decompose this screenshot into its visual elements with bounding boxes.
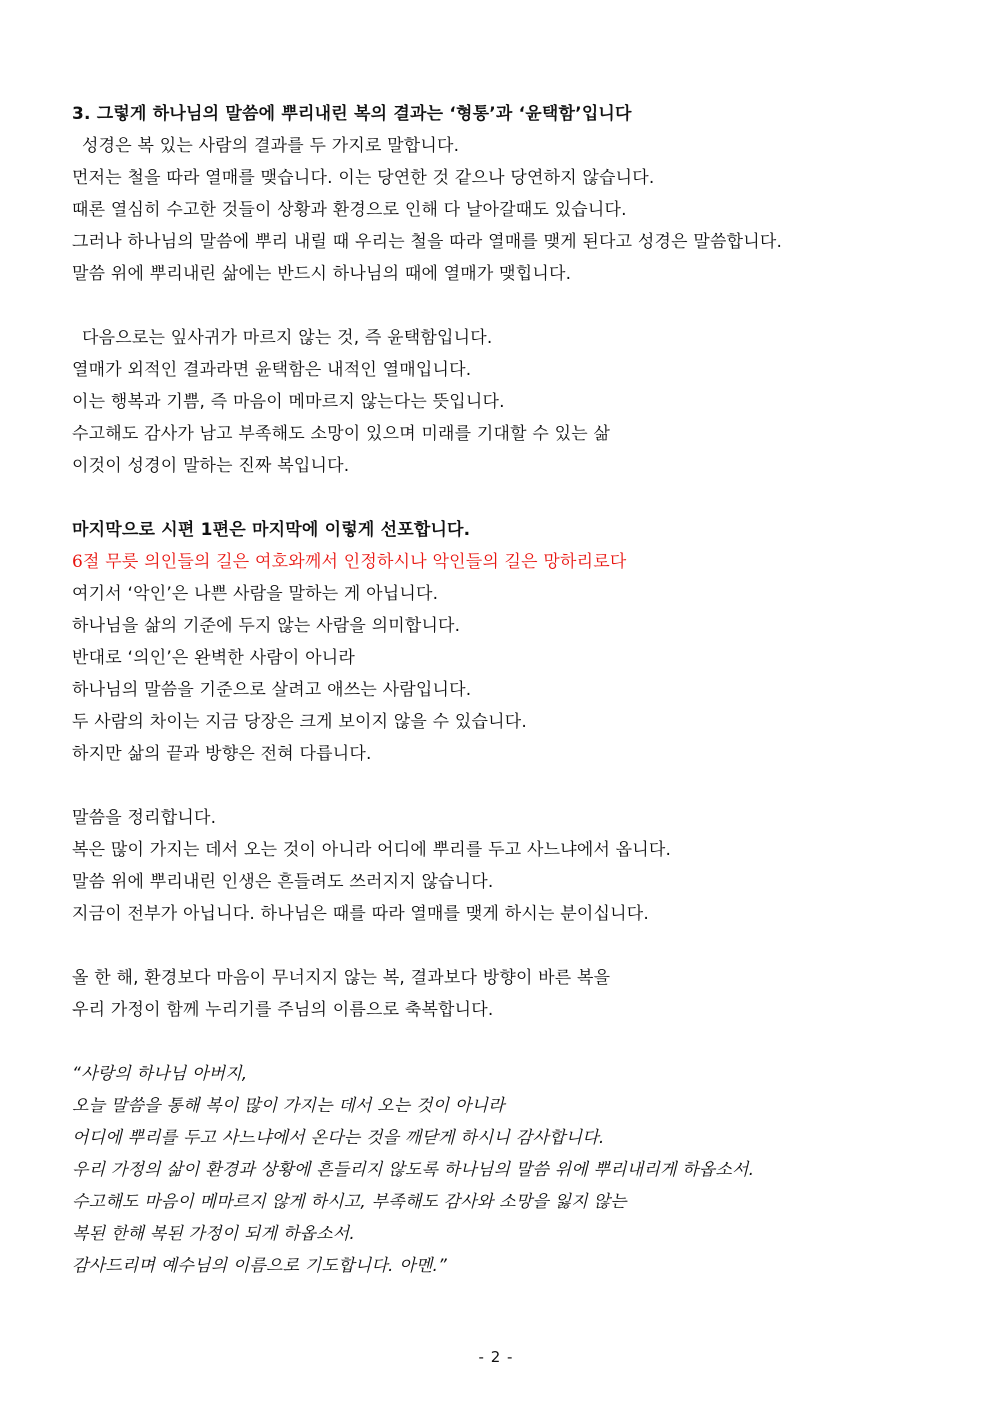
page-number: - 2 - bbox=[478, 1348, 514, 1366]
prayer-line: 감사드리며 예수님의 이름으로 기도합니다. 아멘.” bbox=[72, 1256, 448, 1276]
paragraph-line: 올 한 해, 환경보다 마음이 무너지지 않는 복, 결과보다 방향이 바른 복을 bbox=[72, 968, 611, 988]
paragraph-line: 이는 행복과 기쁨, 즉 마음이 메마르지 않는다는 뜻입니다. bbox=[72, 392, 505, 412]
paragraph-gap bbox=[72, 770, 932, 802]
paragraph-line: 하나님의 말씀을 기준으로 살려고 애쓰는 사람입니다. bbox=[72, 680, 472, 700]
paragraph-gap bbox=[72, 482, 932, 514]
paragraph-line: 반대로 ‘의인’은 완벽한 사람이 아니라 bbox=[72, 648, 355, 668]
document-page bbox=[72, 98, 932, 1282]
paragraph-line: 열매가 외적인 결과라면 윤택함은 내적인 열매입니다. bbox=[72, 360, 472, 380]
paragraph-gap bbox=[72, 290, 932, 322]
prayer-line: 우리 가정의 삶이 환경과 상황에 흔들리지 않도록 하나님의 말씀 위에 뿌리내리게 하옵소서. bbox=[72, 1160, 755, 1180]
paragraph-line: 성경은 복 있는 사람의 결과를 두 가지로 말합니다. bbox=[82, 136, 460, 156]
paragraph-line: 수고해도 감사가 남고 부족해도 소망이 있으며 미래를 기대할 수 있는 삶 bbox=[72, 424, 611, 444]
scripture-verse: 6절 무릇 의인들의 길은 여호와께서 인정하시나 악인들의 길은 망하리로다 bbox=[72, 552, 627, 572]
paragraph-line: 하지만 삶의 끝과 방향은 전혀 다릅니다. bbox=[72, 744, 372, 764]
paragraph-line: 이것이 성경이 말하는 진짜 복입니다. bbox=[72, 456, 350, 476]
paragraph-line: 말씀을 정리합니다. bbox=[72, 808, 217, 828]
paragraph-line: 먼저는 철을 따라 열매를 맺습니다. 이는 당연한 것 같으나 당연하지 않습니다. bbox=[72, 168, 655, 188]
paragraph-line: 하나님을 삶의 기준에 두지 않는 사람을 의미합니다. bbox=[72, 616, 461, 636]
paragraph-line: 말씀 위에 뿌리내린 인생은 흔들려도 쓰러지지 않습니다. bbox=[72, 872, 494, 892]
paragraph-line: 그러나 하나님의 말씀에 뿌리 내릴 때 우리는 철을 따라 열매를 맺게 된다고 성경은 말씀합니다. bbox=[72, 232, 783, 252]
paragraph-line: 말씀 위에 뿌리내린 삶에는 반드시 하나님의 때에 열매가 맺힙니다. bbox=[72, 264, 572, 284]
paragraph-line: 때론 열심히 수고한 것들이 상황과 환경으로 인해 다 날아갈때도 있습니다. bbox=[72, 200, 627, 220]
paragraph-gap bbox=[72, 1026, 932, 1058]
paragraph-line: 두 사람의 차이는 지금 당장은 크게 보이지 않을 수 있습니다. bbox=[72, 712, 527, 732]
prayer-line: 오늘 말씀을 통해 복이 많이 가지는 데서 오는 것이 아니라 bbox=[72, 1096, 505, 1116]
paragraph-gap bbox=[72, 930, 932, 962]
section-heading: 마지막으로 시편 1편은 마지막에 이렇게 선포합니다. bbox=[72, 520, 471, 540]
paragraph-line: 다음으로는 잎사귀가 마르지 않는 것, 즉 윤택함입니다. bbox=[82, 328, 493, 348]
prayer-line: 어디에 뿌리를 두고 사느냐에서 온다는 것을 깨닫게 하시니 감사합니다. bbox=[72, 1128, 605, 1148]
prayer-line: “사랑의 하나님 아버지, bbox=[72, 1064, 248, 1084]
paragraph-line: 복은 많이 가지는 데서 오는 것이 아니라 어디에 뿌리를 두고 사느냐에서 옵니다. bbox=[72, 840, 672, 860]
paragraph-line: 지금이 전부가 아닙니다. 하나님은 때를 따라 열매를 맺게 하시는 분이십니다. bbox=[72, 904, 649, 924]
paragraph-line: 여기서 ‘악인’은 나쁜 사람을 말하는 게 아닙니다. bbox=[72, 584, 439, 604]
prayer-line: 수고해도 마음이 메마르지 않게 하시고, 부족해도 감사와 소망을 잃지 않는 bbox=[72, 1192, 627, 1212]
prayer-line: 복된 한해 복된 가정이 되게 하옵소서. bbox=[72, 1224, 355, 1244]
section-heading: 3. 그렇게 하나님의 말씀에 뿌리내린 복의 결과는 ‘형통’과 ‘윤택함’입니다 bbox=[72, 104, 632, 124]
paragraph-line: 우리 가정이 함께 누리기를 주님의 이름으로 축복합니다. bbox=[72, 1000, 494, 1020]
